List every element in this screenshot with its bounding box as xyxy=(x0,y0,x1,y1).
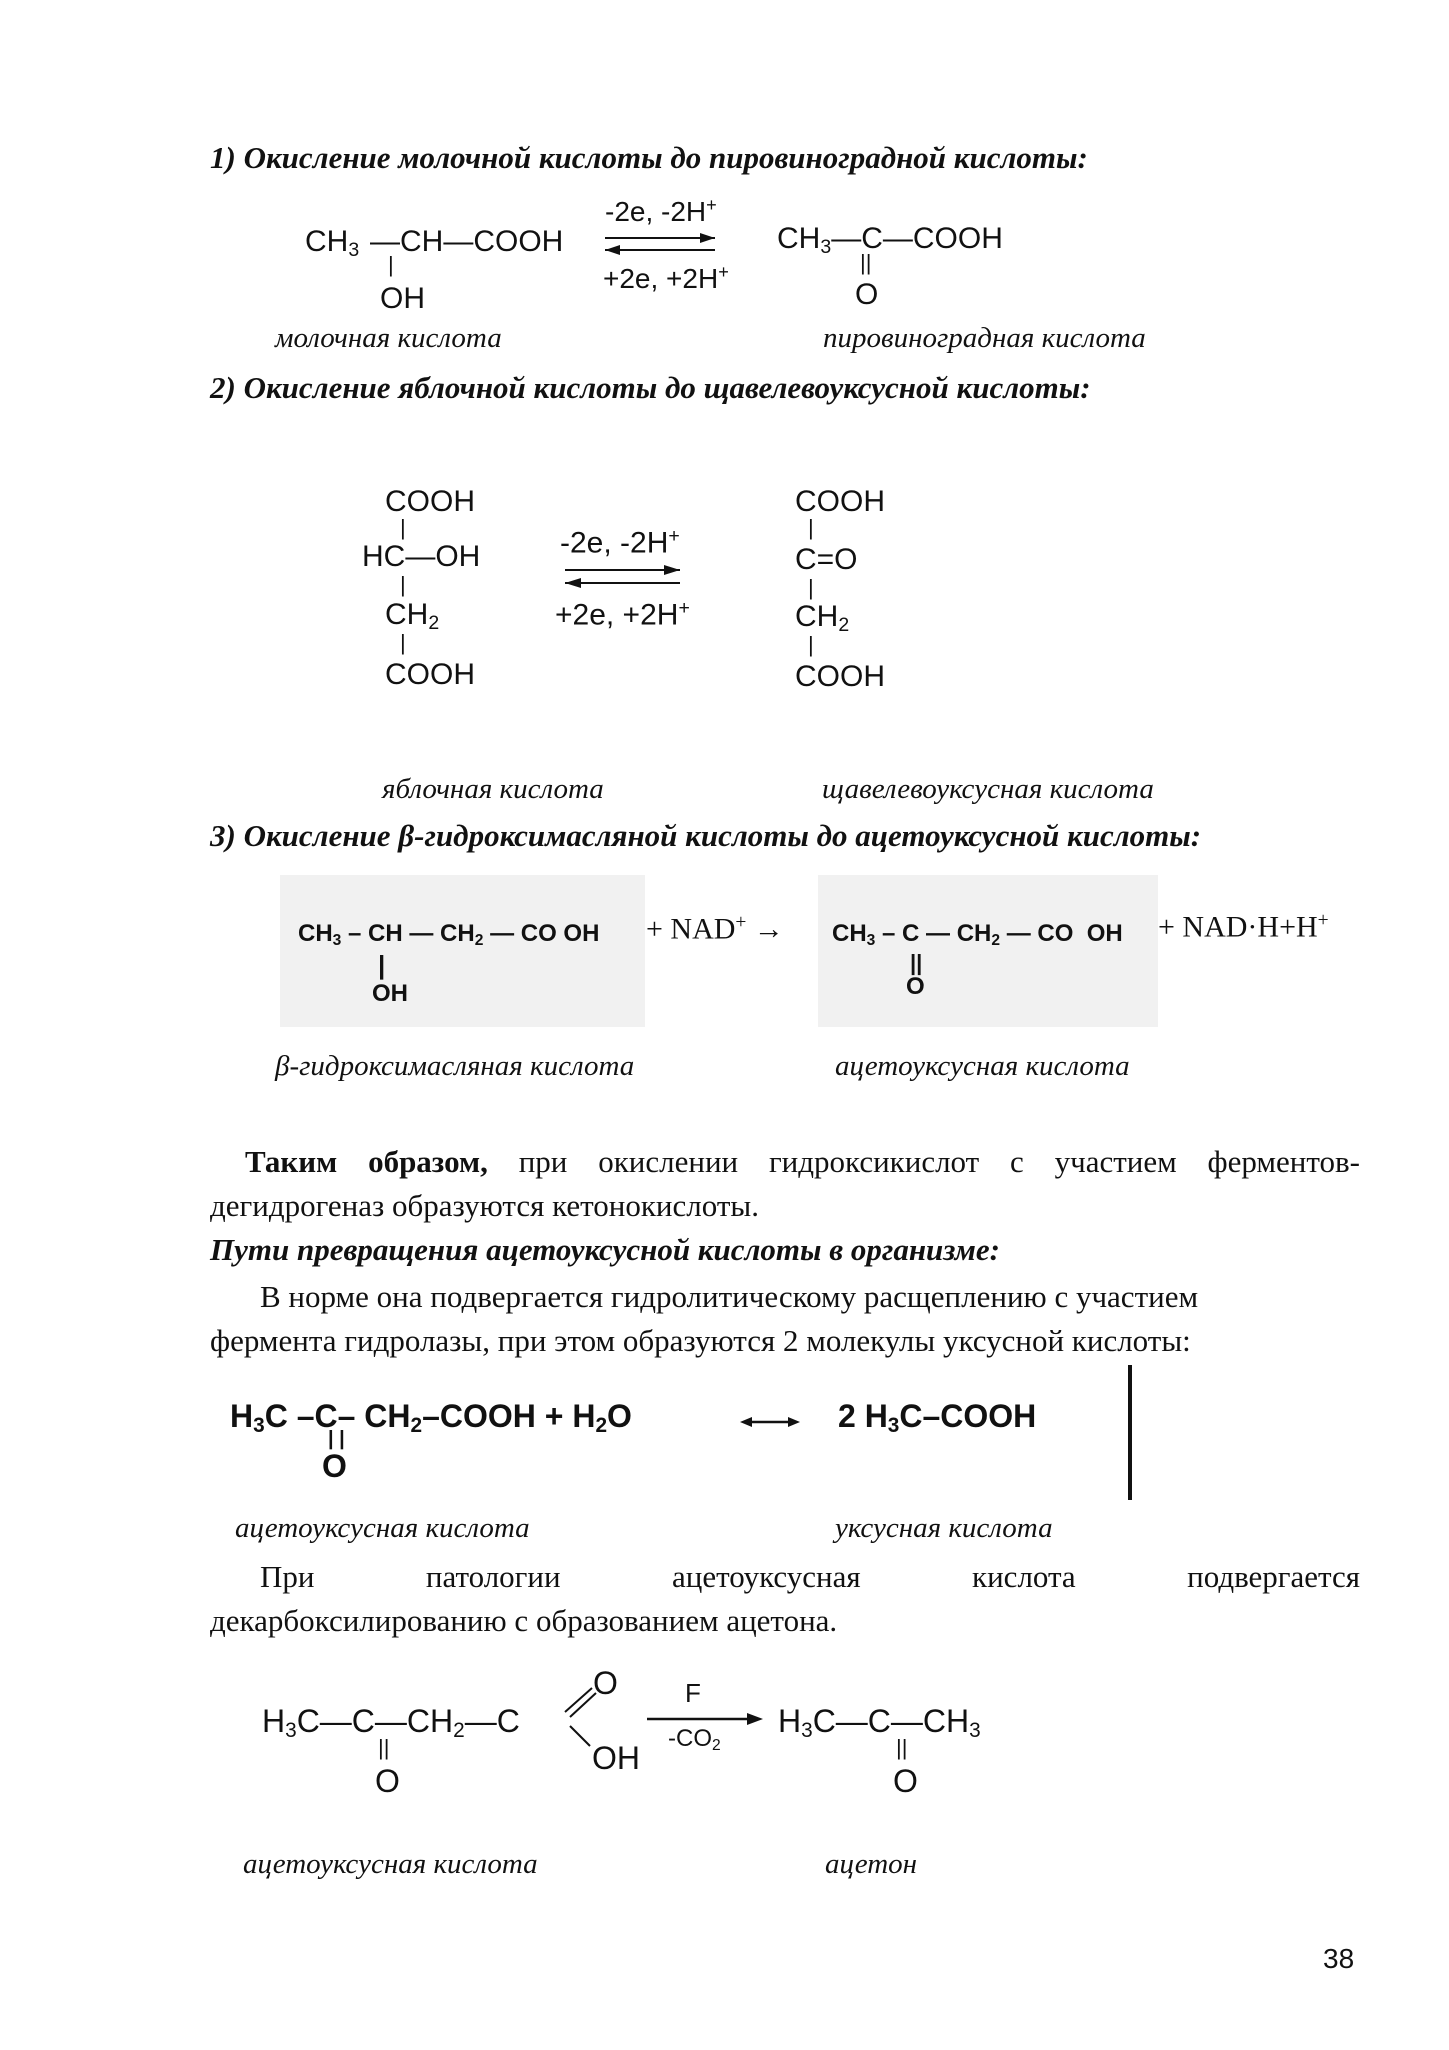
arrow-label-top-2: -2e, -2H+ xyxy=(560,525,680,560)
nadh-product: + NAD·H+H+ xyxy=(1158,910,1329,944)
patho-word-4: кислота xyxy=(972,1559,1076,1594)
heading-pathways: Пути превращения ацетоуксусной кислоты в организме: xyxy=(210,1232,1000,1267)
co2-label: $-CO_2$ xyxy=(668,1725,721,1754)
pathways-paragraph xyxy=(210,1275,1360,1363)
patho-word-5: подвергается xyxy=(1187,1559,1360,1594)
decarboxylation-arrow xyxy=(645,1712,765,1726)
caption-acetone: ацетон xyxy=(825,1848,918,1880)
pathways-line1: В норме она подвергается гидролитическому расщеплению с участием xyxy=(260,1279,1199,1314)
vertical-rule xyxy=(1128,1365,1132,1500)
caption-malic-acid: яблочная кислота xyxy=(382,773,604,805)
caption-acetic-acid: уксусная кислота xyxy=(835,1512,1053,1544)
patho-word-1: При xyxy=(260,1559,315,1594)
caption-acetoacetic-acid-2: ацетоуксусная кислота xyxy=(235,1512,530,1544)
caption-acetoacetic-acid-3: ацетоуксусная кислота xyxy=(243,1848,538,1880)
catalyst-label: F xyxy=(685,1678,701,1708)
conclusion-line2: дегидрогеназ образуются кетонокислоты. xyxy=(210,1188,759,1223)
heading-hydroxybutyric-oxidation: 3) Окисление β-гидроксимасляной кислоты до ацетоуксусной кислоты: xyxy=(210,818,1202,853)
conclusion-paragraph xyxy=(210,1140,1360,1228)
carboxyl-bonds xyxy=(560,1680,600,1760)
equilibrium-arrow-2 xyxy=(560,562,685,592)
caption-lactic-acid: молочная кислота xyxy=(275,322,502,354)
caption-pyruvic-acid: пировиноградная кислота xyxy=(823,322,1146,354)
patho-word-2: патологии xyxy=(425,1559,561,1594)
nad-reagent: + NAD+ → xyxy=(646,912,784,946)
acetoacetic-image: $CH_3$ – C — $CH_2$ — CO OH || O xyxy=(818,875,1158,1027)
caption-acetoacetic-acid: ацетоуксусная кислота xyxy=(835,1050,1130,1082)
pathways-line2: фермента гидролазы, при этом образуются 2 молекулы уксусной кислоты: xyxy=(210,1323,1191,1358)
patho-word-3: ацетоуксусная xyxy=(672,1559,861,1594)
arrow-label-top: -2e, -2H+ xyxy=(605,195,717,227)
equilibrium-arrow xyxy=(600,230,720,260)
pathology-line2: декарбоксилированию с образованием ацетона. xyxy=(210,1603,838,1638)
caption-oxaloacetic-acid: щавелевоуксусная кислота xyxy=(822,773,1154,805)
conclusion-text: при окислении гидроксикислот с участием ферментов- xyxy=(518,1144,1360,1179)
heading-lactic-oxidation: 1) Окисление молочной кислоты до пировиноградной кислоты: xyxy=(210,140,1088,175)
pathology-paragraph xyxy=(210,1555,1360,1643)
caption-hydroxybutyric-acid: β-гидроксимасляная кислота xyxy=(275,1050,635,1082)
arrow-label-bottom: +2e, +2H+ xyxy=(603,262,729,294)
page-number: 38 xyxy=(1323,1943,1355,1974)
hydroxybutyric-image: $CH_3$ – CH — $CH_2$ — CO OH | OH xyxy=(280,875,645,1027)
arrow-label-bottom-2: +2e, +2H+ xyxy=(555,597,690,632)
heading-malic-oxidation: 2) Окисление яблочной кислоты до щавелевоуксусной кислоты: xyxy=(210,370,1091,405)
conclusion-bold: Таким образом, xyxy=(245,1144,488,1179)
bidirectional-arrow xyxy=(740,1412,800,1432)
